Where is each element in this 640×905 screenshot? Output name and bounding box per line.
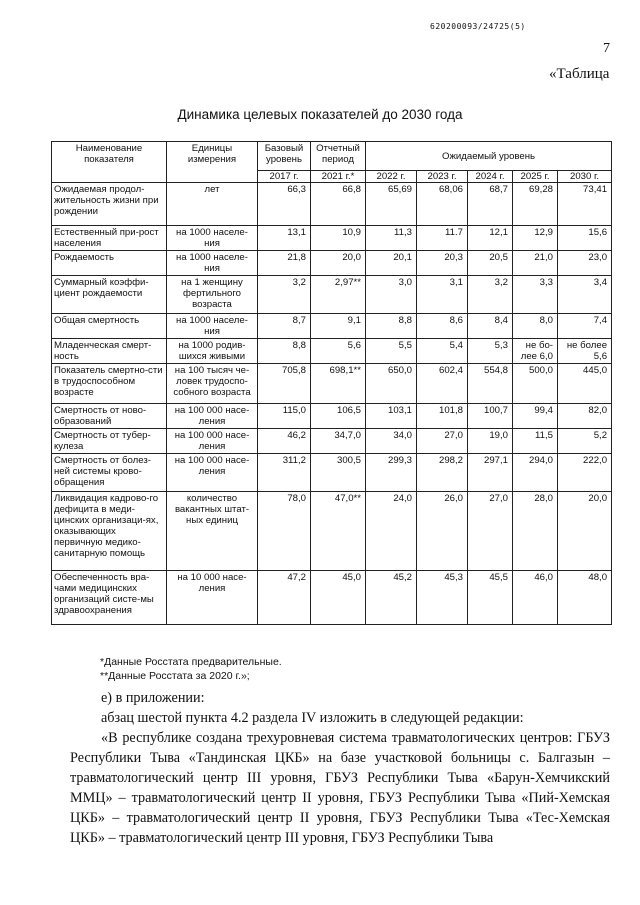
indicator-name: Показатель смертно-сти в трудоспособном возрасте bbox=[52, 364, 167, 404]
table-row bbox=[52, 314, 612, 339]
indicator-unit: на 1000 населе-ния bbox=[167, 251, 258, 276]
indicator-value: 27,0 bbox=[417, 429, 468, 454]
indicator-name: Естественный при-рост населения bbox=[52, 226, 167, 251]
indicator-value: 115,0 bbox=[258, 404, 311, 429]
indicator-value: 8,8 bbox=[258, 339, 311, 364]
year-header: 2022 г. bbox=[366, 171, 417, 183]
header-report: Отчетный период bbox=[311, 142, 366, 171]
indicator-value: 8,4 bbox=[468, 314, 513, 339]
indicator-value: 3,2 bbox=[468, 276, 513, 314]
indicator-name: Смертность от ново-образований bbox=[52, 404, 167, 429]
year-header: 2021 г.* bbox=[311, 171, 366, 183]
indicator-unit: лет bbox=[167, 183, 258, 226]
header-expected: Ожидаемый уровень bbox=[366, 142, 612, 171]
indicator-value: 13,1 bbox=[258, 226, 311, 251]
indicator-value: 650,0 bbox=[366, 364, 417, 404]
indicator-value: 100,7 bbox=[468, 404, 513, 429]
indicators-table bbox=[51, 141, 612, 625]
indicator-value: 222,0 bbox=[558, 454, 612, 492]
indicator-value: 8,6 bbox=[417, 314, 468, 339]
indicator-value: 82,0 bbox=[558, 404, 612, 429]
indicator-value: 19,0 bbox=[468, 429, 513, 454]
indicator-value: 45,0 bbox=[311, 571, 366, 625]
indicator-value: 66,3 bbox=[258, 183, 311, 226]
indicator-name: Смертность от тубер-кулеза bbox=[52, 429, 167, 454]
indicator-value: 26,0 bbox=[417, 492, 468, 571]
indicator-value: 47,2 bbox=[258, 571, 311, 625]
indicator-value: 66,8 bbox=[311, 183, 366, 226]
indicator-value: 5,3 bbox=[468, 339, 513, 364]
indicator-value: 445,0 bbox=[558, 364, 612, 404]
indicator-unit: на 1 женщину фертильного возраста bbox=[167, 276, 258, 314]
indicator-value: 298,2 bbox=[417, 454, 468, 492]
indicator-value: 68,7 bbox=[468, 183, 513, 226]
year-header: 2025 г. bbox=[513, 171, 558, 183]
indicator-value: 8,0 bbox=[513, 314, 558, 339]
indicator-unit: на 100 000 насе-ления bbox=[167, 404, 258, 429]
indicator-value: 11,3 bbox=[366, 226, 417, 251]
table-row bbox=[52, 183, 612, 226]
indicator-value: 3,3 bbox=[513, 276, 558, 314]
indicator-value: 11,5 bbox=[513, 429, 558, 454]
indicator-value: 8,8 bbox=[366, 314, 417, 339]
body-quote: «В республике создана трехуровневая система травматологических центров: ГБУЗ Республики Тыва «Тандинская ЦКБ» на базе участковой больницы с. Балгазын – травматологический центр III уровня, ГБУЗ Республики Тыва «Барун-Хемчикский ММЦ» – травматологический центр II уровня, ГБУЗ Республики Тыва «Пий-Хемская ЦКБ» – травматологический центр II уровня, ГБУЗ Республики Тыва «Тес-Хемская ЦКБ» – травматологический центр III уровня, ГБУЗ Республики Тыва bbox=[70, 730, 610, 846]
table-row bbox=[52, 404, 612, 429]
body-text bbox=[70, 688, 610, 848]
indicator-value: 106,5 bbox=[311, 404, 366, 429]
indicator-value: 3,0 bbox=[366, 276, 417, 314]
indicator-name: Рождаемость bbox=[52, 251, 167, 276]
indicator-value: 5,6 bbox=[311, 339, 366, 364]
page-title: Динамика целевых показателей до 2030 года bbox=[177, 107, 463, 122]
indicator-value: 20,3 bbox=[417, 251, 468, 276]
indicator-value: 78,0 bbox=[258, 492, 311, 571]
indicator-value: 46,2 bbox=[258, 429, 311, 454]
indicator-value: 300,5 bbox=[311, 454, 366, 492]
header-base: Базовый уровень bbox=[258, 142, 311, 171]
footnotes bbox=[100, 655, 282, 683]
table-row bbox=[52, 226, 612, 251]
indicator-value: 48,0 bbox=[558, 571, 612, 625]
indicator-value: 45,3 bbox=[417, 571, 468, 625]
header-unit: Единицы измерения bbox=[167, 142, 258, 183]
indicator-value: 69,28 bbox=[513, 183, 558, 226]
indicator-value: 21,0 bbox=[513, 251, 558, 276]
body-item: е) в приложении: bbox=[101, 690, 205, 706]
indicator-value: 11.7 bbox=[417, 226, 468, 251]
year-header: 2024 г. bbox=[468, 171, 513, 183]
indicator-value: 311,2 bbox=[258, 454, 311, 492]
table-row bbox=[52, 454, 612, 492]
indicator-value: 20,5 bbox=[468, 251, 513, 276]
indicator-value: 34,7,0 bbox=[311, 429, 366, 454]
indicator-unit: на 100 тысяч че-ловек трудоспо-собного возраста bbox=[167, 364, 258, 404]
indicator-value: 34,0 bbox=[366, 429, 417, 454]
year-header: 2017 г. bbox=[258, 171, 311, 183]
table-row bbox=[52, 251, 612, 276]
indicator-value: 21,8 bbox=[258, 251, 311, 276]
table-row bbox=[52, 364, 612, 404]
indicator-value: 24,0 bbox=[366, 492, 417, 571]
indicator-value: 7,4 bbox=[558, 314, 612, 339]
table-row bbox=[52, 492, 612, 571]
indicator-name: Общая смертность bbox=[52, 314, 167, 339]
indicator-name: Смертность от болез-ней системы крово-обращения bbox=[52, 454, 167, 492]
indicator-name: Младенческая смерт-ность bbox=[52, 339, 167, 364]
indicator-name: Ликвидация кадрово-го дефицита в меди-цинских организаци-ях, оказывающих первичную медико-санитарную помощь bbox=[52, 492, 167, 571]
indicator-value: 15,6 bbox=[558, 226, 612, 251]
indicator-value: 47,0** bbox=[311, 492, 366, 571]
footnote: **Данные Росстата за 2020 г.»; bbox=[100, 670, 250, 682]
table-row bbox=[52, 429, 612, 454]
indicator-value: 20,0 bbox=[311, 251, 366, 276]
document-number: 620200093/24725(5) bbox=[430, 22, 526, 31]
table-row bbox=[52, 276, 612, 314]
body-instruction: абзац шестой пункта 4.2 раздела IV изложить в следующей редакции: bbox=[101, 710, 524, 726]
indicator-value: 294,0 bbox=[513, 454, 558, 492]
indicator-value: 3,2 bbox=[258, 276, 311, 314]
indicator-unit: на 100 000 насе-ления bbox=[167, 429, 258, 454]
indicator-value: 103,1 bbox=[366, 404, 417, 429]
indicator-unit: на 1000 родив-шихся живыми bbox=[167, 339, 258, 364]
indicator-value: 12,1 bbox=[468, 226, 513, 251]
indicator-value: 12,9 bbox=[513, 226, 558, 251]
indicator-value: 2,97** bbox=[311, 276, 366, 314]
indicator-unit: на 10 000 насе-ления bbox=[167, 571, 258, 625]
indicator-value: 5,5 bbox=[366, 339, 417, 364]
indicator-value: 45,5 bbox=[468, 571, 513, 625]
indicator-value: 46,0 bbox=[513, 571, 558, 625]
indicator-name: Ожидаемая продол-жительность жизни при рождении bbox=[52, 183, 167, 226]
year-header: 2023 г. bbox=[417, 171, 468, 183]
indicator-value: 101,8 bbox=[417, 404, 468, 429]
indicator-value: 68,06 bbox=[417, 183, 468, 226]
indicator-value: 698,1** bbox=[311, 364, 366, 404]
indicator-value: 3,4 bbox=[558, 276, 612, 314]
indicator-value: 554,8 bbox=[468, 364, 513, 404]
table-row bbox=[52, 339, 612, 364]
indicator-value: 297,1 bbox=[468, 454, 513, 492]
indicator-value: 8,7 bbox=[258, 314, 311, 339]
indicator-value: 3,1 bbox=[417, 276, 468, 314]
indicator-unit: на 1000 населе-ния bbox=[167, 314, 258, 339]
indicator-value: 99,4 bbox=[513, 404, 558, 429]
year-header: 2030 г. bbox=[558, 171, 612, 183]
indicator-value: 20,0 bbox=[558, 492, 612, 571]
page-number: 7 bbox=[603, 41, 610, 56]
indicator-value: 23,0 bbox=[558, 251, 612, 276]
indicator-value: 705,8 bbox=[258, 364, 311, 404]
indicator-value: 602,4 bbox=[417, 364, 468, 404]
indicator-value: 45,2 bbox=[366, 571, 417, 625]
indicator-value: 73,41 bbox=[558, 183, 612, 226]
indicator-value: 500,0 bbox=[513, 364, 558, 404]
indicator-unit: на 1000 населе-ния bbox=[167, 226, 258, 251]
indicator-value: 5,2 bbox=[558, 429, 612, 454]
table-label: «Таблица bbox=[549, 66, 610, 82]
indicator-value: не бо-лее 6,0 bbox=[513, 339, 558, 364]
table-row bbox=[52, 571, 612, 625]
indicator-value: 65,69 bbox=[366, 183, 417, 226]
header-indicator: Наименование показателя bbox=[52, 142, 167, 183]
indicator-name: Обеспеченность вра-чами медицинских организаций систе-мы здравоохранения bbox=[52, 571, 167, 625]
indicator-value: не более 5,6 bbox=[558, 339, 612, 364]
indicator-value: 20,1 bbox=[366, 251, 417, 276]
indicator-value: 5,4 bbox=[417, 339, 468, 364]
footnote: *Данные Росстата предварительные. bbox=[100, 656, 282, 668]
indicator-value: 299,3 bbox=[366, 454, 417, 492]
indicator-name: Суммарный коэффи-циент рождаемости bbox=[52, 276, 167, 314]
indicator-value: 28,0 bbox=[513, 492, 558, 571]
indicator-unit: на 100 000 насе-ления bbox=[167, 454, 258, 492]
indicator-value: 9,1 bbox=[311, 314, 366, 339]
indicator-value: 10,9 bbox=[311, 226, 366, 251]
indicator-unit: количество вакантных штат-ных единиц bbox=[167, 492, 258, 571]
indicator-value: 27,0 bbox=[468, 492, 513, 571]
